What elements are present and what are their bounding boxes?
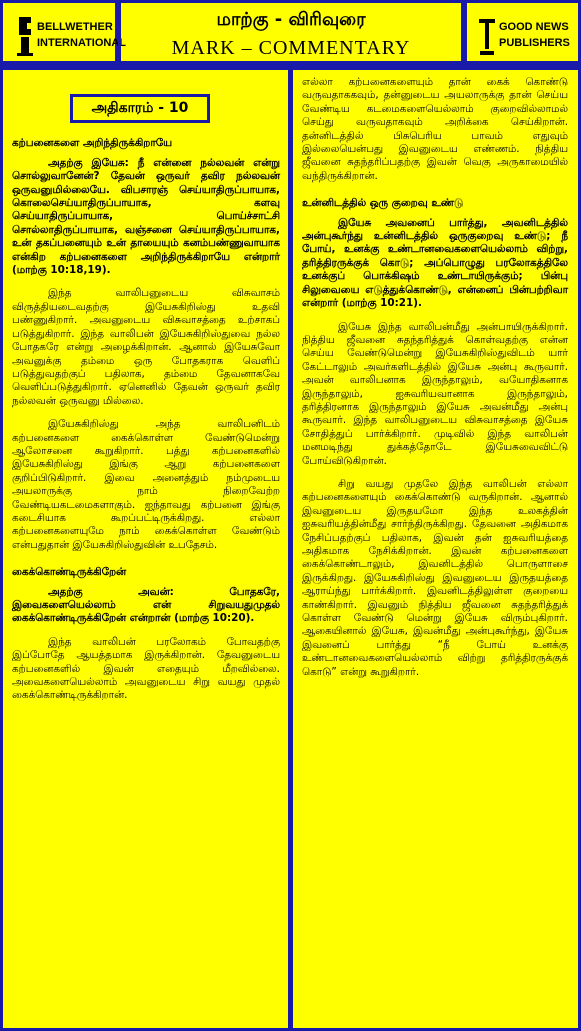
logo-line-2: PUBLISHERS: [499, 37, 570, 49]
title-english: MARK – COMMENTARY: [171, 37, 411, 59]
header-right-logo-box: [464, 0, 581, 64]
section-heading: உன்னிடத்தில் ஒரு குறைவு உண்டு: [302, 197, 464, 210]
header-title-box: [118, 0, 464, 64]
good-news-logo-icon: [477, 13, 497, 57]
section-heading: கைக்கொண்டிருக்கிறேன்: [12, 566, 127, 579]
bellwether-logo-icon: [15, 13, 35, 57]
good-news-logo: [477, 13, 571, 57]
logo-line-1: GOOD NEWS: [499, 21, 569, 33]
right-column: [302, 76, 568, 689]
logo-line-2: INTERNATIONAL: [37, 37, 127, 49]
paragraph: இந்த வாலிபன் பரலோகம் போவதற்கு இப்போதே ஆயத்தமாக இருக்கிறான். தேவனுடைய கற்பனைகளில் இவன் எதையும் மீறவில்லை. அவைகளையெல்லாம் அவனுடைய சிறு வயது முதல் கைக்கொண்டிருக்கிறான்.: [12, 635, 280, 702]
header-left-logo-box: [0, 0, 127, 64]
bellwether-logo: [15, 13, 127, 57]
paragraph: எல்லா கற்பனைகளையும் தான் கைக் கொண்டு வருவதாககவும், தன்னுடைய அயலாருக்கு தான் செய்ய வேண்டிய கடமைகளையெல்லாம் குறைவில்லாமல் செய்து வருவதாகவும் அறிக்கை செய்கிறான். தன்னிடத்தில் பிசுபெரிய பாவம் எதுவும் இல்லையென்பது இவனுடைய எண்ணம். நித்திய ஜீவனை சுதந்தரிப்பதற்கு இவன் வெகு அருகாமையில் வந்திருக்கிறான்.: [302, 76, 568, 182]
paragraph: இயேசு இந்த வாலிபன்மீது அன்பாயிருக்கிறார். நித்திய ஜீவனை சுதந்தரித்துக் கொள்வதற்கு என்ன செய்ய வேண்டுமென்று இயேசுகிறிஸ்துவிடம் யார் கேட்டாலும் அவர்களிடத்தில் இயேசு அன்பு கூருவார். அவன் வாலிபனாக இருந்தாலும், வயோதிகனாக இருந்தாலும், ஐசுவரியவானாக இருந்தாலும், தரித்திரனாக இருந்தாலும் இயேசு அவன்மீது அன்பு கூருவார். இந்த வாலிபனுடைய விசுவாசத்தை இயேசு சோதித்துப் பார்க்கிறார். முடிவில் இந்த வாலிபன் மனமடிந்து துக்கத்தோடே இயேசுவைவிட்டு போய்விடுகிறான்.: [302, 320, 568, 467]
paragraph: சிறு வயது முதலே இந்த வாலிபன் எல்லா கற்பனைகளையும் கைக்கொண்டு வருகிறான். ஆனால் இவனுடைய இருதயமோ இந்த உலகத்தின் ஐசுவரியத்தின்மீது சார்ந்திருக்கிறது. தேவனை அதிகமாக நேசிப்பதற்குப் பதிலாக, இவன் தன் ஐசுவரியத்தை அதிகமாக நேசிக்கிறான். இவன் கற்பனைகளை கைக்கொண்டாலும், இவனிடத்தில் பொருளாசை இருக்கிறது. இயேசுகிறிஸ்து இவனுடைய இருதயத்தை ஆராய்ந்து பார்க்கிறார். இவனிடத்திலுள்ள குறையை காண்கிறார். இவனும் நித்திய ஜீவனை சுதந்தரித்துக் கொள்ள வேண்டு மென்று இயேசு விரும்புகிறார். ஆகையினால் இயேசு, இவன்மீது அன்புகூர்ந்து, இயேசு இவனைப் பார்த்து “நீ போய் உனக்கு உண்டானவைகளையெல்லாம் விற்று தரித்திரருக்குக் கொடு” என்று கூறுகிறார்.: [302, 477, 568, 678]
scripture-quote: அதற்கு அவன்: போதகரே, இவைகளையெல்லாம் என் சிறுவயதுமுதல் கைக்கொண்டிருக்கிறேன் என்றான் (மாற்கு 10:20).: [12, 585, 280, 625]
section-heading: கற்பனைகளை அறிந்திருக்கிறாயே: [12, 137, 173, 150]
paragraph: இயேசுகிறிஸ்து அந்த வாலிபனிடம் கற்பனைகளை கைக்கொள்ள வேண்டுமென்று ஆலோசனை கூறுகிறார். பத்து கற்பனைகளில் இயேசுகிறிஸ்து இங்கு ஆறு கற்பனைகளை குறிப்பிடுகிறார். இவை அனைத்தும் நம்முடைய அயலாருக்கு நாம் நிறைவேற்ற வேண்டியகடமைகளாகும். ஐந்தாவது கற்பனை இங்கு கடைசியாக கூறப்பட்டிருக்கிறது. எல்லா கற்பனைகளையுமே நாம் கைக்கொள்ள வேண்டும் என்பதுதான் இயேசுகிறிஸ்துவின் உபதேசம்.: [12, 418, 280, 551]
column-divider: [288, 70, 293, 1031]
scripture-quote: இயேசு அவனைப் பார்த்து, அவனிடத்தில் அன்புகூர்ந்து உன்னிடத்தில் ஒருகுறைவு உண்டு; நீ போய், உனக்கு உண்டானவைகளையெல்லாம் விற்று, தரித்திரருக்குக் கொடு; அப்பொழுது பரலோகத்திலே உனக்குப் பொக்கிஷம் உண்டாயிருக்கும்; பின்பு சிலுவையை எடுத்துக்கொண்டு, என்னைப் பின்பற்றிவா என்றார் (மாற்கு 10:21).: [302, 216, 568, 310]
chapter-box: அதிகாரம் - 10: [70, 94, 210, 123]
left-column: [12, 76, 280, 713]
title-tamil: மாற்கு - விரிவுரை: [216, 9, 366, 30]
logo-line-1: BELLWETHER: [37, 21, 113, 33]
scripture-quote: அதற்கு இயேசு: நீ என்னை நல்லவன் என்று சொல்லுவானேன்? தேவன் ஒருவர் தவிர நல்லவன் ஒருவனுமில்லையே. விபசாரஞ் செய்யாதிருப்பாயாக, கொலைசெய்யாதிருப்பாயாக, களவு செய்யாதிருப்பாயாக, பொய்ச்சாட்சி சொல்லாதிருப்பாயாக, வஞ்சனை செய்யாதிருப்பாயாக, உன் தகப்பனையும் உன் தாயையும் கனம்பண்ணுவாயாக என்கிற கற்பனைகளை அறிந்திருக்கிறாயே என்றார் (மாற்கு 10:18,19).: [12, 156, 280, 277]
paragraph: இந்த வாலிபனுடைய விசுவாசம் விருத்தியடைவதற்கு இயேசுகிறிஸ்து உதவி பண்ணுகிறார். அவனுடைய விசுவாசத்தை உற்சாகப் படுத்துகிறார். இந்த வாலிபன் இயேசுகிறிஸ்துவை நல்ல போதகரே என்று அழைக்கிறான். ஆனால் இயேசுவோ அவனுக்கு தம்மை ஒரு போதகராக வெளிப் படுத்துவதற்குப் பதிலாக, தம்மை தேவனாகவே வெளிப்படுத்துகிறார். ஏனெனில் தேவன் ஒருவர் தவிர நல்லவன் ஒருவனு மில்லை.: [12, 287, 280, 407]
